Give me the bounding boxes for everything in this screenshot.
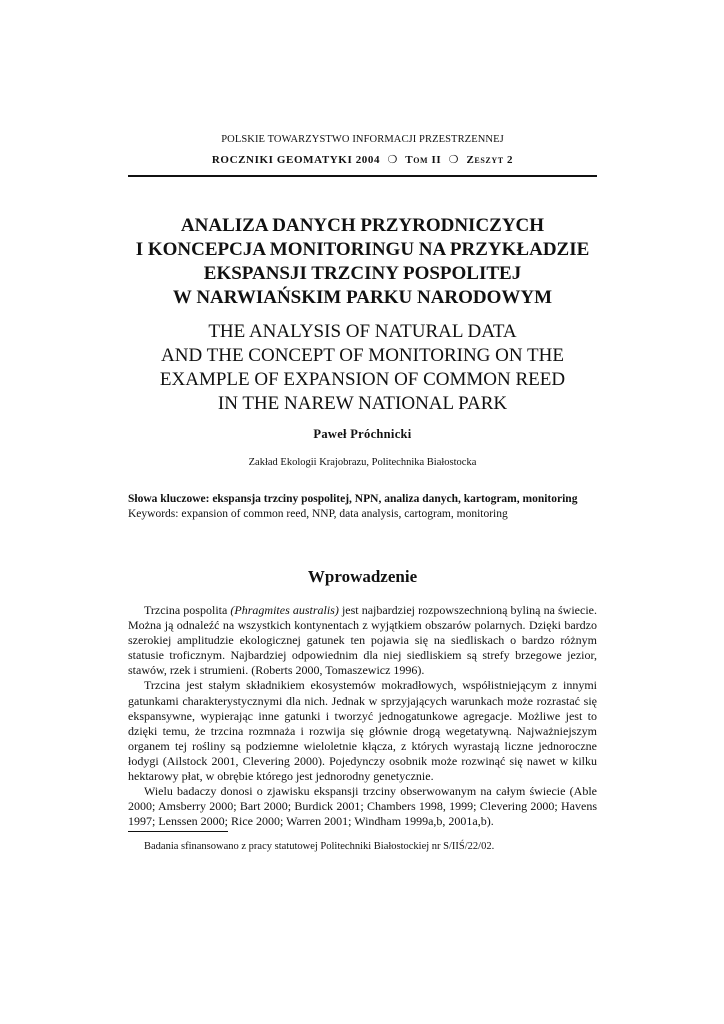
journal-line (128, 153, 597, 166)
keywords-polish: Słowa kluczowe: ekspansja trzciny pospolitej, NPN, analiza danych, kartogram, monitoring (128, 493, 578, 505)
title-polish (108, 214, 617, 310)
paragraph: Trzcina jest stałym składnikiem ekosystemów mokradłowych, współistniejącym z innymi gatunkami charakterystycznymi dla nich. Jednak w sprzyjających warunkach może rozrastać się ekspansywne, wypierając inne gatunki i tworzyć jednogatunkowe agregacje. Możliwe jest to dzięki temu, że trzcina rozmnaża i rozwija się głównie drogą wegetatywną. Najważniejszym organem tej rośliny są podziemne wieloletnie kłącza, z których wyrastają liczne jednoroczne łodygi (Ailstock 2001, Clevering 2000). Pojedynczy osobnik może rozwinąć się nawet w kilku hektarowy płat, w obrębie którego jest jednorodny genetycznie. (128, 678, 597, 784)
issue-label: Zeszyt 2 (466, 154, 514, 166)
paragraph: Wielu badaczy donosi o zjawisku ekspansji trzciny obserwowanym na całym świecie (Able 2000; Amsberry 2000; Bart 2000; Burdick 2001; Chambers 1998, 1999; Clevering 2000; Havens 1997; Lenssen 2000; Rice 2000; Warren 2001; Windham 1999a,b, 2001a,b). (128, 784, 597, 829)
footnote-rule (128, 831, 228, 832)
keywords-english: Keywords: expansion of common reed, NNP, data analysis, cartogram, monitoring (128, 508, 508, 520)
title-en-line: THE ANALYSIS OF NATURAL DATA (208, 321, 517, 342)
keywords-block (128, 492, 597, 522)
journal-name: ROCZNIKI GEOMATYKI 2004 (211, 154, 381, 166)
title-en-line: IN THE NAREW NATIONAL PARK (217, 393, 508, 414)
author-name: Paweł Próchnicki (313, 427, 412, 441)
footnote: Badania sfinansowano z pracy statutowej Politechniki Białostockiej nr S/IIŚ/22/02. (144, 841, 495, 852)
title-pl-line: ANALIZA DANYCH PRZYRODNICZYCH (180, 215, 545, 236)
separator-icon: ❍ (387, 154, 398, 166)
species-name: (Phragmites australis) (230, 603, 339, 617)
title-en-line: EXAMPLE OF EXPANSION OF COMMON REED (159, 369, 566, 390)
title-pl-line: EKSPANSJI TRZCINY POSPOLITEJ (203, 263, 522, 284)
separator-icon: ❍ (448, 154, 460, 166)
title-en-line: AND THE CONCEPT OF MONITORING ON THE (161, 345, 564, 366)
society-name: POLSKIE TOWARZYSTWO INFORMACJI PRZESTRZENNEJ (221, 134, 504, 145)
affiliation: Zakład Ekologii Krajobrazu, Politechnika Białostocka (248, 457, 477, 468)
body-text (128, 603, 597, 829)
header-rule (128, 175, 597, 177)
volume-label: Tom II (405, 154, 442, 166)
paragraph: Trzcina pospolita (Phragmites australis) jest najbardziej rozpowszechnioną byliną na świecie. Można ją odnaleźć na wszystkich kontynentach z wyjątkiem obszarów polarnych. Dzięki bardzo szerokiej amplitudzie ekologicznej gatunek ten pojawia się na siedliskach o bardzo różnym statusie troficznym. Najbardziej odpowiednim dla niej siedliskiem są strefy brzegowe jezior, stawów, rzek i strumieni. (Roberts 2000, Tomaszewicz 1996). (128, 603, 597, 678)
title-pl-line: W NARWIAŃSKIM PARKU NARODOWYM (172, 287, 553, 308)
title-pl-line: I KONCEPCJA MONITORINGU NA PRZYKŁADZIE (135, 239, 590, 260)
section-title: Wprowadzenie (307, 567, 418, 586)
title-english (108, 320, 617, 416)
